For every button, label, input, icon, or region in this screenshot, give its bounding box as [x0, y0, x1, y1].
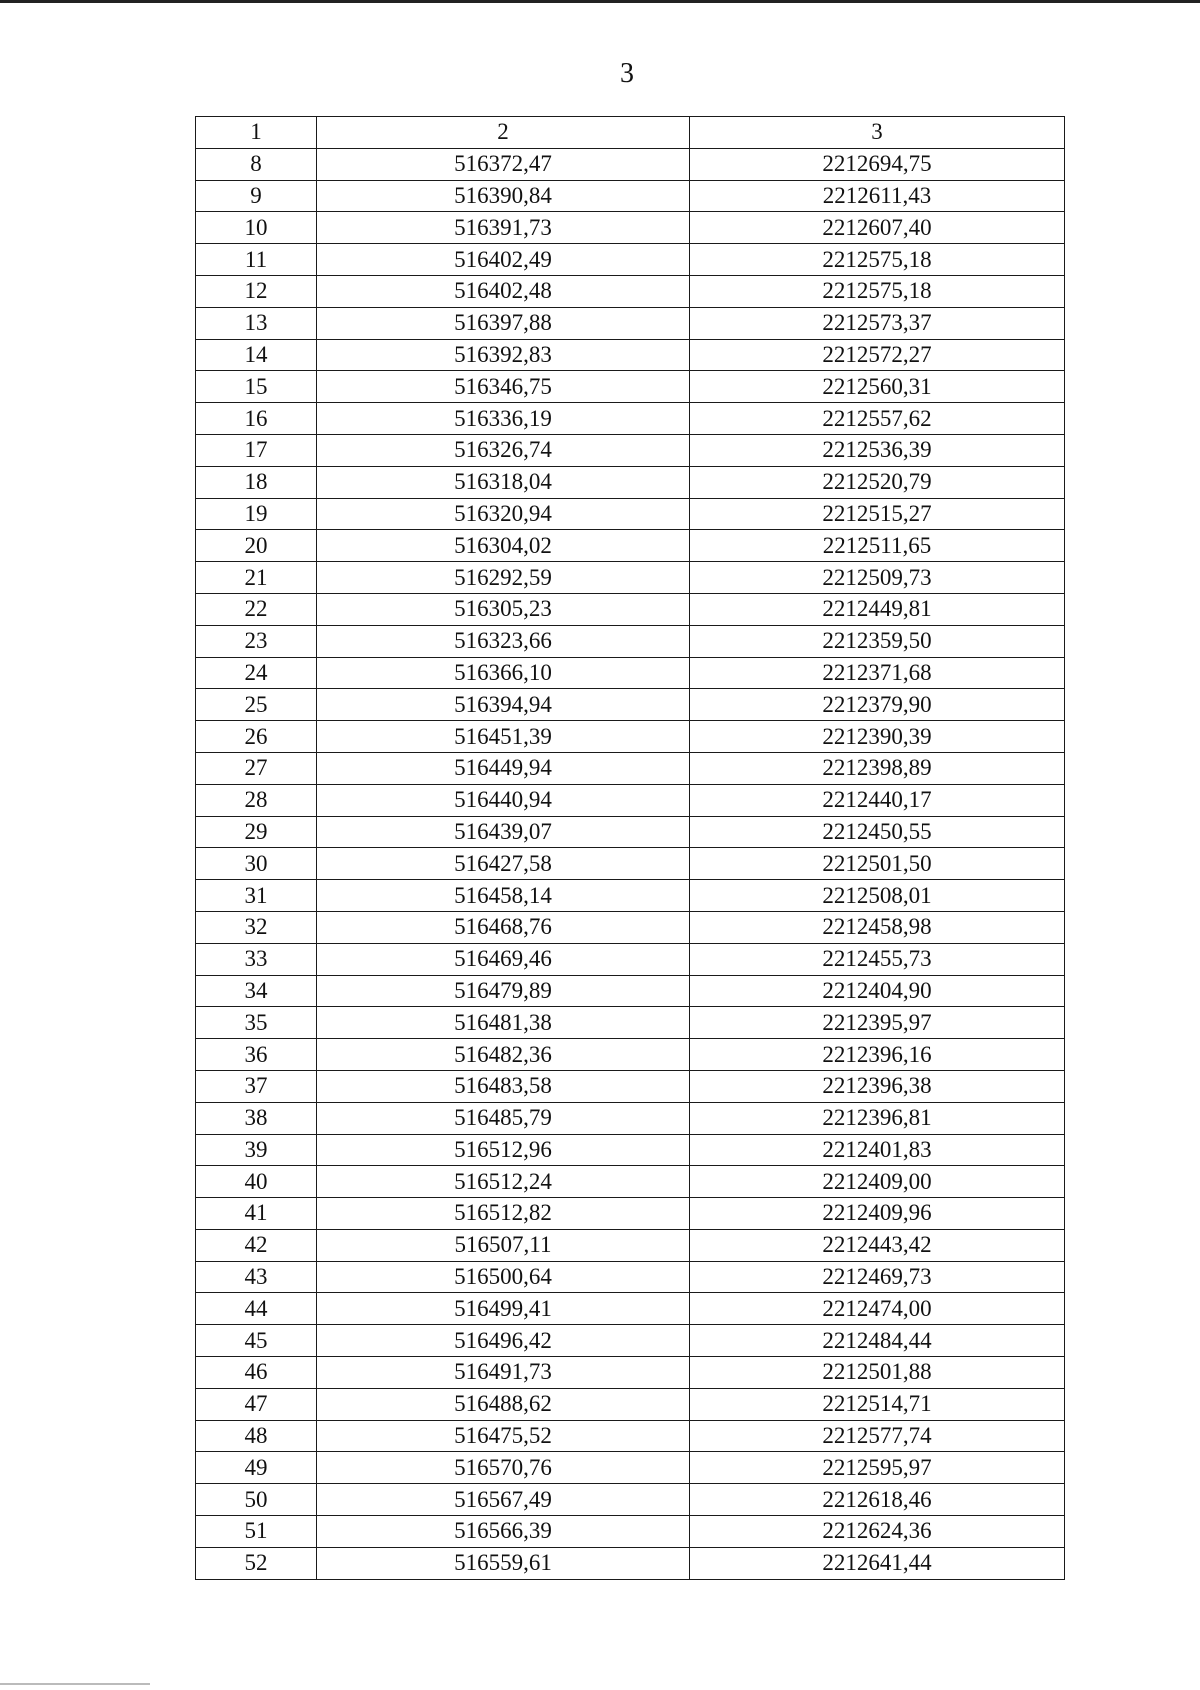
- y-coordinate-cell: 2212508,01: [690, 880, 1065, 912]
- point-number-cell: 48: [196, 1420, 317, 1452]
- point-number-cell: 14: [196, 339, 317, 371]
- y-coordinate-cell: 2212450,55: [690, 816, 1065, 848]
- y-coordinate-cell: 2212398,89: [690, 752, 1065, 784]
- point-number-cell: 12: [196, 275, 317, 307]
- y-coordinate-cell: 2212404,90: [690, 975, 1065, 1007]
- x-coordinate-cell: 516481,38: [317, 1007, 690, 1039]
- point-number-cell: 40: [196, 1166, 317, 1198]
- point-number-cell: 35: [196, 1007, 317, 1039]
- point-number-cell: 51: [196, 1516, 317, 1548]
- x-coordinate-cell: 516318,04: [317, 466, 690, 498]
- table-header-row: [196, 117, 1065, 149]
- x-coordinate-cell: 516570,76: [317, 1452, 690, 1484]
- x-coordinate-cell: 516485,79: [317, 1102, 690, 1134]
- table-row: [196, 1388, 1065, 1420]
- y-coordinate-cell: 2212440,17: [690, 784, 1065, 816]
- x-coordinate-cell: 516483,58: [317, 1070, 690, 1102]
- table-row: [196, 1516, 1065, 1548]
- x-coordinate-cell: 516336,19: [317, 403, 690, 435]
- y-coordinate-cell: 2212409,00: [690, 1166, 1065, 1198]
- point-number-cell: 24: [196, 657, 317, 689]
- y-coordinate-cell: 2212501,88: [690, 1357, 1065, 1389]
- x-coordinate-cell: 516439,07: [317, 816, 690, 848]
- table-row: [196, 816, 1065, 848]
- x-coordinate-cell: 516391,73: [317, 212, 690, 244]
- x-coordinate-cell: 516397,88: [317, 307, 690, 339]
- y-coordinate-cell: 2212624,36: [690, 1516, 1065, 1548]
- table-row: [196, 403, 1065, 435]
- x-coordinate-cell: 516512,24: [317, 1166, 690, 1198]
- table-row: [196, 1420, 1065, 1452]
- x-coordinate-cell: 516496,42: [317, 1325, 690, 1357]
- table-row: [196, 721, 1065, 753]
- table-row: [196, 911, 1065, 943]
- table-row: [196, 1452, 1065, 1484]
- table-row: [196, 148, 1065, 180]
- point-number-cell: 36: [196, 1039, 317, 1071]
- point-number-cell: 43: [196, 1261, 317, 1293]
- point-number-cell: 28: [196, 784, 317, 816]
- table-row: [196, 1166, 1065, 1198]
- table-row: [196, 1547, 1065, 1579]
- y-coordinate-cell: 2212536,39: [690, 434, 1065, 466]
- page-number: 3: [620, 58, 634, 89]
- point-number-cell: 9: [196, 180, 317, 212]
- x-coordinate-cell: 516402,48: [317, 275, 690, 307]
- point-number-cell: 34: [196, 975, 317, 1007]
- y-coordinate-cell: 2212573,37: [690, 307, 1065, 339]
- point-number-cell: 39: [196, 1134, 317, 1166]
- table-row: [196, 244, 1065, 276]
- table-row: [196, 1198, 1065, 1230]
- x-coordinate-cell: 516475,52: [317, 1420, 690, 1452]
- y-coordinate-cell: 2212455,73: [690, 943, 1065, 975]
- x-coordinate-cell: 516479,89: [317, 975, 690, 1007]
- point-number-cell: 49: [196, 1452, 317, 1484]
- point-number-cell: 20: [196, 530, 317, 562]
- table-row: [196, 593, 1065, 625]
- y-coordinate-cell: 2212371,68: [690, 657, 1065, 689]
- table-row: [196, 1293, 1065, 1325]
- y-coordinate-cell: 2212401,83: [690, 1134, 1065, 1166]
- header-cell-col-3: 3: [690, 117, 1065, 149]
- x-coordinate-cell: 516402,49: [317, 244, 690, 276]
- x-coordinate-cell: 516372,47: [317, 148, 690, 180]
- table-row: [196, 466, 1065, 498]
- x-coordinate-cell: 516488,62: [317, 1388, 690, 1420]
- x-coordinate-cell: 516512,96: [317, 1134, 690, 1166]
- y-coordinate-cell: 2212443,42: [690, 1229, 1065, 1261]
- y-coordinate-cell: 2212458,98: [690, 911, 1065, 943]
- point-number-cell: 15: [196, 371, 317, 403]
- point-number-cell: 38: [196, 1102, 317, 1134]
- table-row: [196, 371, 1065, 403]
- point-number-cell: 33: [196, 943, 317, 975]
- y-coordinate-cell: 2212395,97: [690, 1007, 1065, 1039]
- point-number-cell: 52: [196, 1547, 317, 1579]
- x-coordinate-cell: 516440,94: [317, 784, 690, 816]
- point-number-cell: 18: [196, 466, 317, 498]
- table-row: [196, 975, 1065, 1007]
- y-coordinate-cell: 2212515,27: [690, 498, 1065, 530]
- table-row: [196, 784, 1065, 816]
- x-coordinate-cell: 516304,02: [317, 530, 690, 562]
- point-number-cell: 11: [196, 244, 317, 276]
- x-coordinate-cell: 516366,10: [317, 657, 690, 689]
- x-coordinate-cell: 516559,61: [317, 1547, 690, 1579]
- table-row: [196, 212, 1065, 244]
- x-coordinate-cell: 516500,64: [317, 1261, 690, 1293]
- point-number-cell: 25: [196, 689, 317, 721]
- x-coordinate-cell: 516392,83: [317, 339, 690, 371]
- point-number-cell: 30: [196, 848, 317, 880]
- y-coordinate-cell: 2212611,43: [690, 180, 1065, 212]
- table-row: [196, 880, 1065, 912]
- y-coordinate-cell: 2212572,27: [690, 339, 1065, 371]
- y-coordinate-cell: 2212575,18: [690, 244, 1065, 276]
- x-coordinate-cell: 516567,49: [317, 1484, 690, 1516]
- table-row: [196, 1325, 1065, 1357]
- y-coordinate-cell: 2212449,81: [690, 593, 1065, 625]
- point-number-cell: 21: [196, 562, 317, 594]
- point-number-cell: 50: [196, 1484, 317, 1516]
- point-number-cell: 23: [196, 625, 317, 657]
- table-row: [196, 943, 1065, 975]
- y-coordinate-cell: 2212557,62: [690, 403, 1065, 435]
- y-coordinate-cell: 2212396,16: [690, 1039, 1065, 1071]
- point-number-cell: 8: [196, 148, 317, 180]
- y-coordinate-cell: 2212396,38: [690, 1070, 1065, 1102]
- table-row: [196, 498, 1065, 530]
- x-coordinate-cell: 516292,59: [317, 562, 690, 594]
- y-coordinate-cell: 2212469,73: [690, 1261, 1065, 1293]
- y-coordinate-cell: 2212396,81: [690, 1102, 1065, 1134]
- x-coordinate-cell: 516566,39: [317, 1516, 690, 1548]
- x-coordinate-cell: 516346,75: [317, 371, 690, 403]
- point-number-cell: 46: [196, 1357, 317, 1389]
- point-number-cell: 13: [196, 307, 317, 339]
- point-number-cell: 10: [196, 212, 317, 244]
- y-coordinate-cell: 2212379,90: [690, 689, 1065, 721]
- x-coordinate-cell: 516326,74: [317, 434, 690, 466]
- y-coordinate-cell: 2212618,46: [690, 1484, 1065, 1516]
- point-number-cell: 37: [196, 1070, 317, 1102]
- table-row: [196, 1357, 1065, 1389]
- x-coordinate-cell: 516451,39: [317, 721, 690, 753]
- point-number-cell: 44: [196, 1293, 317, 1325]
- y-coordinate-cell: 2212484,44: [690, 1325, 1065, 1357]
- point-number-cell: 26: [196, 721, 317, 753]
- x-coordinate-cell: 516499,41: [317, 1293, 690, 1325]
- table-row: [196, 339, 1065, 371]
- y-coordinate-cell: 2212359,50: [690, 625, 1065, 657]
- header-cell-col-2: 2: [317, 117, 690, 149]
- y-coordinate-cell: 2212509,73: [690, 562, 1065, 594]
- x-coordinate-cell: 516320,94: [317, 498, 690, 530]
- table-row: [196, 1007, 1065, 1039]
- x-coordinate-cell: 516491,73: [317, 1357, 690, 1389]
- point-number-cell: 32: [196, 911, 317, 943]
- y-coordinate-cell: 2212607,40: [690, 212, 1065, 244]
- page-top-edge: [0, 0, 1200, 3]
- y-coordinate-cell: 2212511,65: [690, 530, 1065, 562]
- y-coordinate-cell: 2212694,75: [690, 148, 1065, 180]
- point-number-cell: 27: [196, 752, 317, 784]
- y-coordinate-cell: 2212409,96: [690, 1198, 1065, 1230]
- x-coordinate-cell: 516482,36: [317, 1039, 690, 1071]
- table-row: [196, 1102, 1065, 1134]
- y-coordinate-cell: 2212575,18: [690, 275, 1065, 307]
- point-number-cell: 29: [196, 816, 317, 848]
- coordinates-table-body: [196, 117, 1065, 1580]
- x-coordinate-cell: 516507,11: [317, 1229, 690, 1261]
- point-number-cell: 17: [196, 434, 317, 466]
- x-coordinate-cell: 516458,14: [317, 880, 690, 912]
- point-number-cell: 41: [196, 1198, 317, 1230]
- point-number-cell: 16: [196, 403, 317, 435]
- table-row: [196, 1261, 1065, 1293]
- y-coordinate-cell: 2212474,00: [690, 1293, 1065, 1325]
- table-row: [196, 434, 1065, 466]
- table-row: [196, 1484, 1065, 1516]
- y-coordinate-cell: 2212520,79: [690, 466, 1065, 498]
- coordinates-table: [195, 116, 1065, 1580]
- table-row: [196, 562, 1065, 594]
- x-coordinate-cell: 516469,46: [317, 943, 690, 975]
- table-row: [196, 530, 1065, 562]
- point-number-cell: 42: [196, 1229, 317, 1261]
- table-row: [196, 657, 1065, 689]
- table-row: [196, 275, 1065, 307]
- table-row: [196, 689, 1065, 721]
- table-row: [196, 752, 1065, 784]
- y-coordinate-cell: 2212641,44: [690, 1547, 1065, 1579]
- x-coordinate-cell: 516449,94: [317, 752, 690, 784]
- point-number-cell: 45: [196, 1325, 317, 1357]
- point-number-cell: 47: [196, 1388, 317, 1420]
- table-row: [196, 307, 1065, 339]
- point-number-cell: 22: [196, 593, 317, 625]
- table-row: [196, 848, 1065, 880]
- table-row: [196, 180, 1065, 212]
- y-coordinate-cell: 2212514,71: [690, 1388, 1065, 1420]
- table-row: [196, 1134, 1065, 1166]
- x-coordinate-cell: 516390,84: [317, 180, 690, 212]
- y-coordinate-cell: 2212501,50: [690, 848, 1065, 880]
- x-coordinate-cell: 516427,58: [317, 848, 690, 880]
- x-coordinate-cell: 516512,82: [317, 1198, 690, 1230]
- x-coordinate-cell: 516323,66: [317, 625, 690, 657]
- table-row: [196, 625, 1065, 657]
- point-number-cell: 31: [196, 880, 317, 912]
- x-coordinate-cell: 516305,23: [317, 593, 690, 625]
- header-cell-col-1: 1: [196, 117, 317, 149]
- y-coordinate-cell: 2212595,97: [690, 1452, 1065, 1484]
- table-row: [196, 1070, 1065, 1102]
- table-row: [196, 1229, 1065, 1261]
- x-coordinate-cell: 516394,94: [317, 689, 690, 721]
- x-coordinate-cell: 516468,76: [317, 911, 690, 943]
- y-coordinate-cell: 2212560,31: [690, 371, 1065, 403]
- point-number-cell: 19: [196, 498, 317, 530]
- y-coordinate-cell: 2212577,74: [690, 1420, 1065, 1452]
- y-coordinate-cell: 2212390,39: [690, 721, 1065, 753]
- page-bottom-edge: [0, 1683, 150, 1685]
- table-row: [196, 1039, 1065, 1071]
